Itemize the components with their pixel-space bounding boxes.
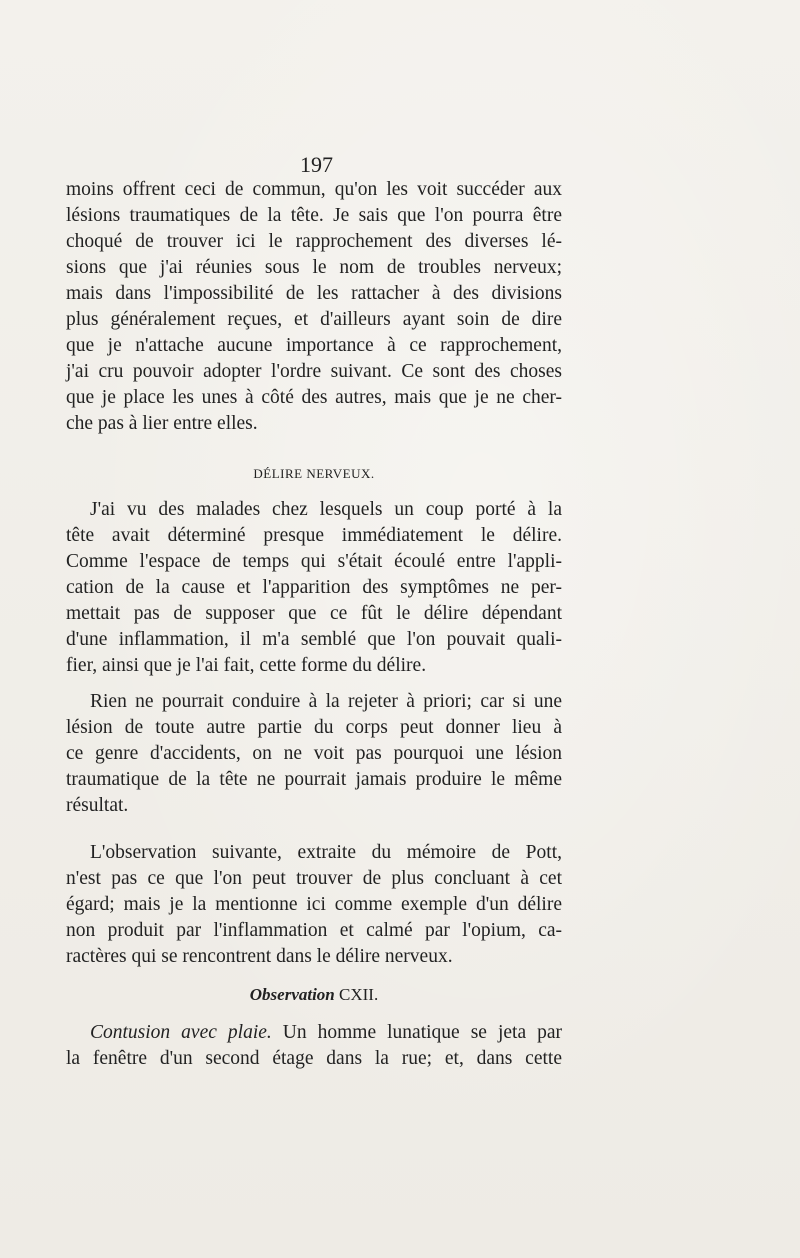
- text-line: mettait pas de supposer que ce fût le délire dépendant: [66, 603, 562, 624]
- text-line: la fenêtre d'un second étage dans la rue; et, dans cette: [66, 1048, 562, 1069]
- text-line: ce genre d'accidents, on ne voit pas pourquoi une lésion: [66, 743, 562, 764]
- section-heading-delire-nerveux: DÉLIRE NERVEUX.: [253, 466, 375, 481]
- observation-number: CXII.: [339, 985, 379, 1004]
- text-line: Rien ne pourrait conduire à la rejeter à priori; car si une: [90, 691, 562, 712]
- observation-heading: [66, 985, 562, 1005]
- page-number: 197: [300, 152, 333, 177]
- paragraph-1: [66, 177, 562, 437]
- observation-label: Observation: [249, 985, 335, 1004]
- text-line: choqué de trouver ici le rapprochement des diverses lé-: [66, 231, 562, 252]
- text-line: que je place les unes à côté des autres, mais que je ne cher-: [66, 387, 562, 408]
- text-line: che pas à lier entre elles.: [66, 413, 258, 434]
- text-line: plus généralement reçues, et d'ailleurs ayant soin de dire: [66, 309, 562, 330]
- text-line: Comme l'espace de temps qui s'était écoulé entre l'appli-: [66, 551, 562, 572]
- text-line: mais dans l'impossibilité de les rattacher à des divisions: [66, 283, 562, 304]
- paragraph-2: [66, 497, 562, 679]
- text-fragment: Un homme lunatique se jeta par: [282, 1022, 562, 1043]
- text-line: résultat.: [66, 795, 129, 816]
- text-line: n'est pas ce que l'on peut trouver de plus concluant à cet: [66, 868, 562, 889]
- text-line: d'une inflammation, il m'a semblé que l'on pouvait quali-: [66, 629, 562, 650]
- text-line: lésion de toute autre partie du corps peut donner lieu à: [66, 717, 562, 738]
- paragraph-5: [66, 1020, 562, 1072]
- text-line: sions que j'ai réunies sous le nom de troubles nerveux;: [66, 257, 562, 278]
- paragraph-4: [66, 840, 562, 970]
- text-line: ractères qui se rencontrent dans le délire nerveux.: [66, 946, 453, 967]
- text-line: moins offrent ceci de commun, qu'on les voit succéder aux: [66, 179, 562, 200]
- text-line: tête avait déterminé presque immédiatement le délire.: [66, 525, 562, 546]
- text-line: [66, 1020, 562, 1046]
- text-line: J'ai vu des malades chez lesquels un coup porté à la: [90, 499, 562, 520]
- text-line: non produit par l'inflammation et calmé par l'opium, ca-: [66, 920, 562, 941]
- text-line: j'ai cru pouvoir adopter l'ordre suivant. Ce sont des choses: [66, 361, 562, 382]
- text-line: que je n'attache aucune importance à ce rapprochement,: [66, 335, 562, 356]
- case-title: Contusion avec plaie.: [90, 1022, 272, 1043]
- text-line: fier, ainsi que je l'ai fait, cette forme du délire.: [66, 655, 427, 676]
- text-line: traumatique de la tête ne pourrait jamais produire le même: [66, 769, 562, 790]
- text-line: lésions traumatiques de la tête. Je sais que l'on pourra être: [66, 205, 562, 226]
- text-line: L'observation suivante, extraite du mémoire de Pott,: [90, 842, 562, 863]
- text-line: égard; mais je la mentionne ici comme exemple d'un délire: [66, 894, 562, 915]
- text-line: cation de la cause et l'apparition des symptômes ne per-: [66, 577, 562, 598]
- paragraph-3: [66, 689, 562, 819]
